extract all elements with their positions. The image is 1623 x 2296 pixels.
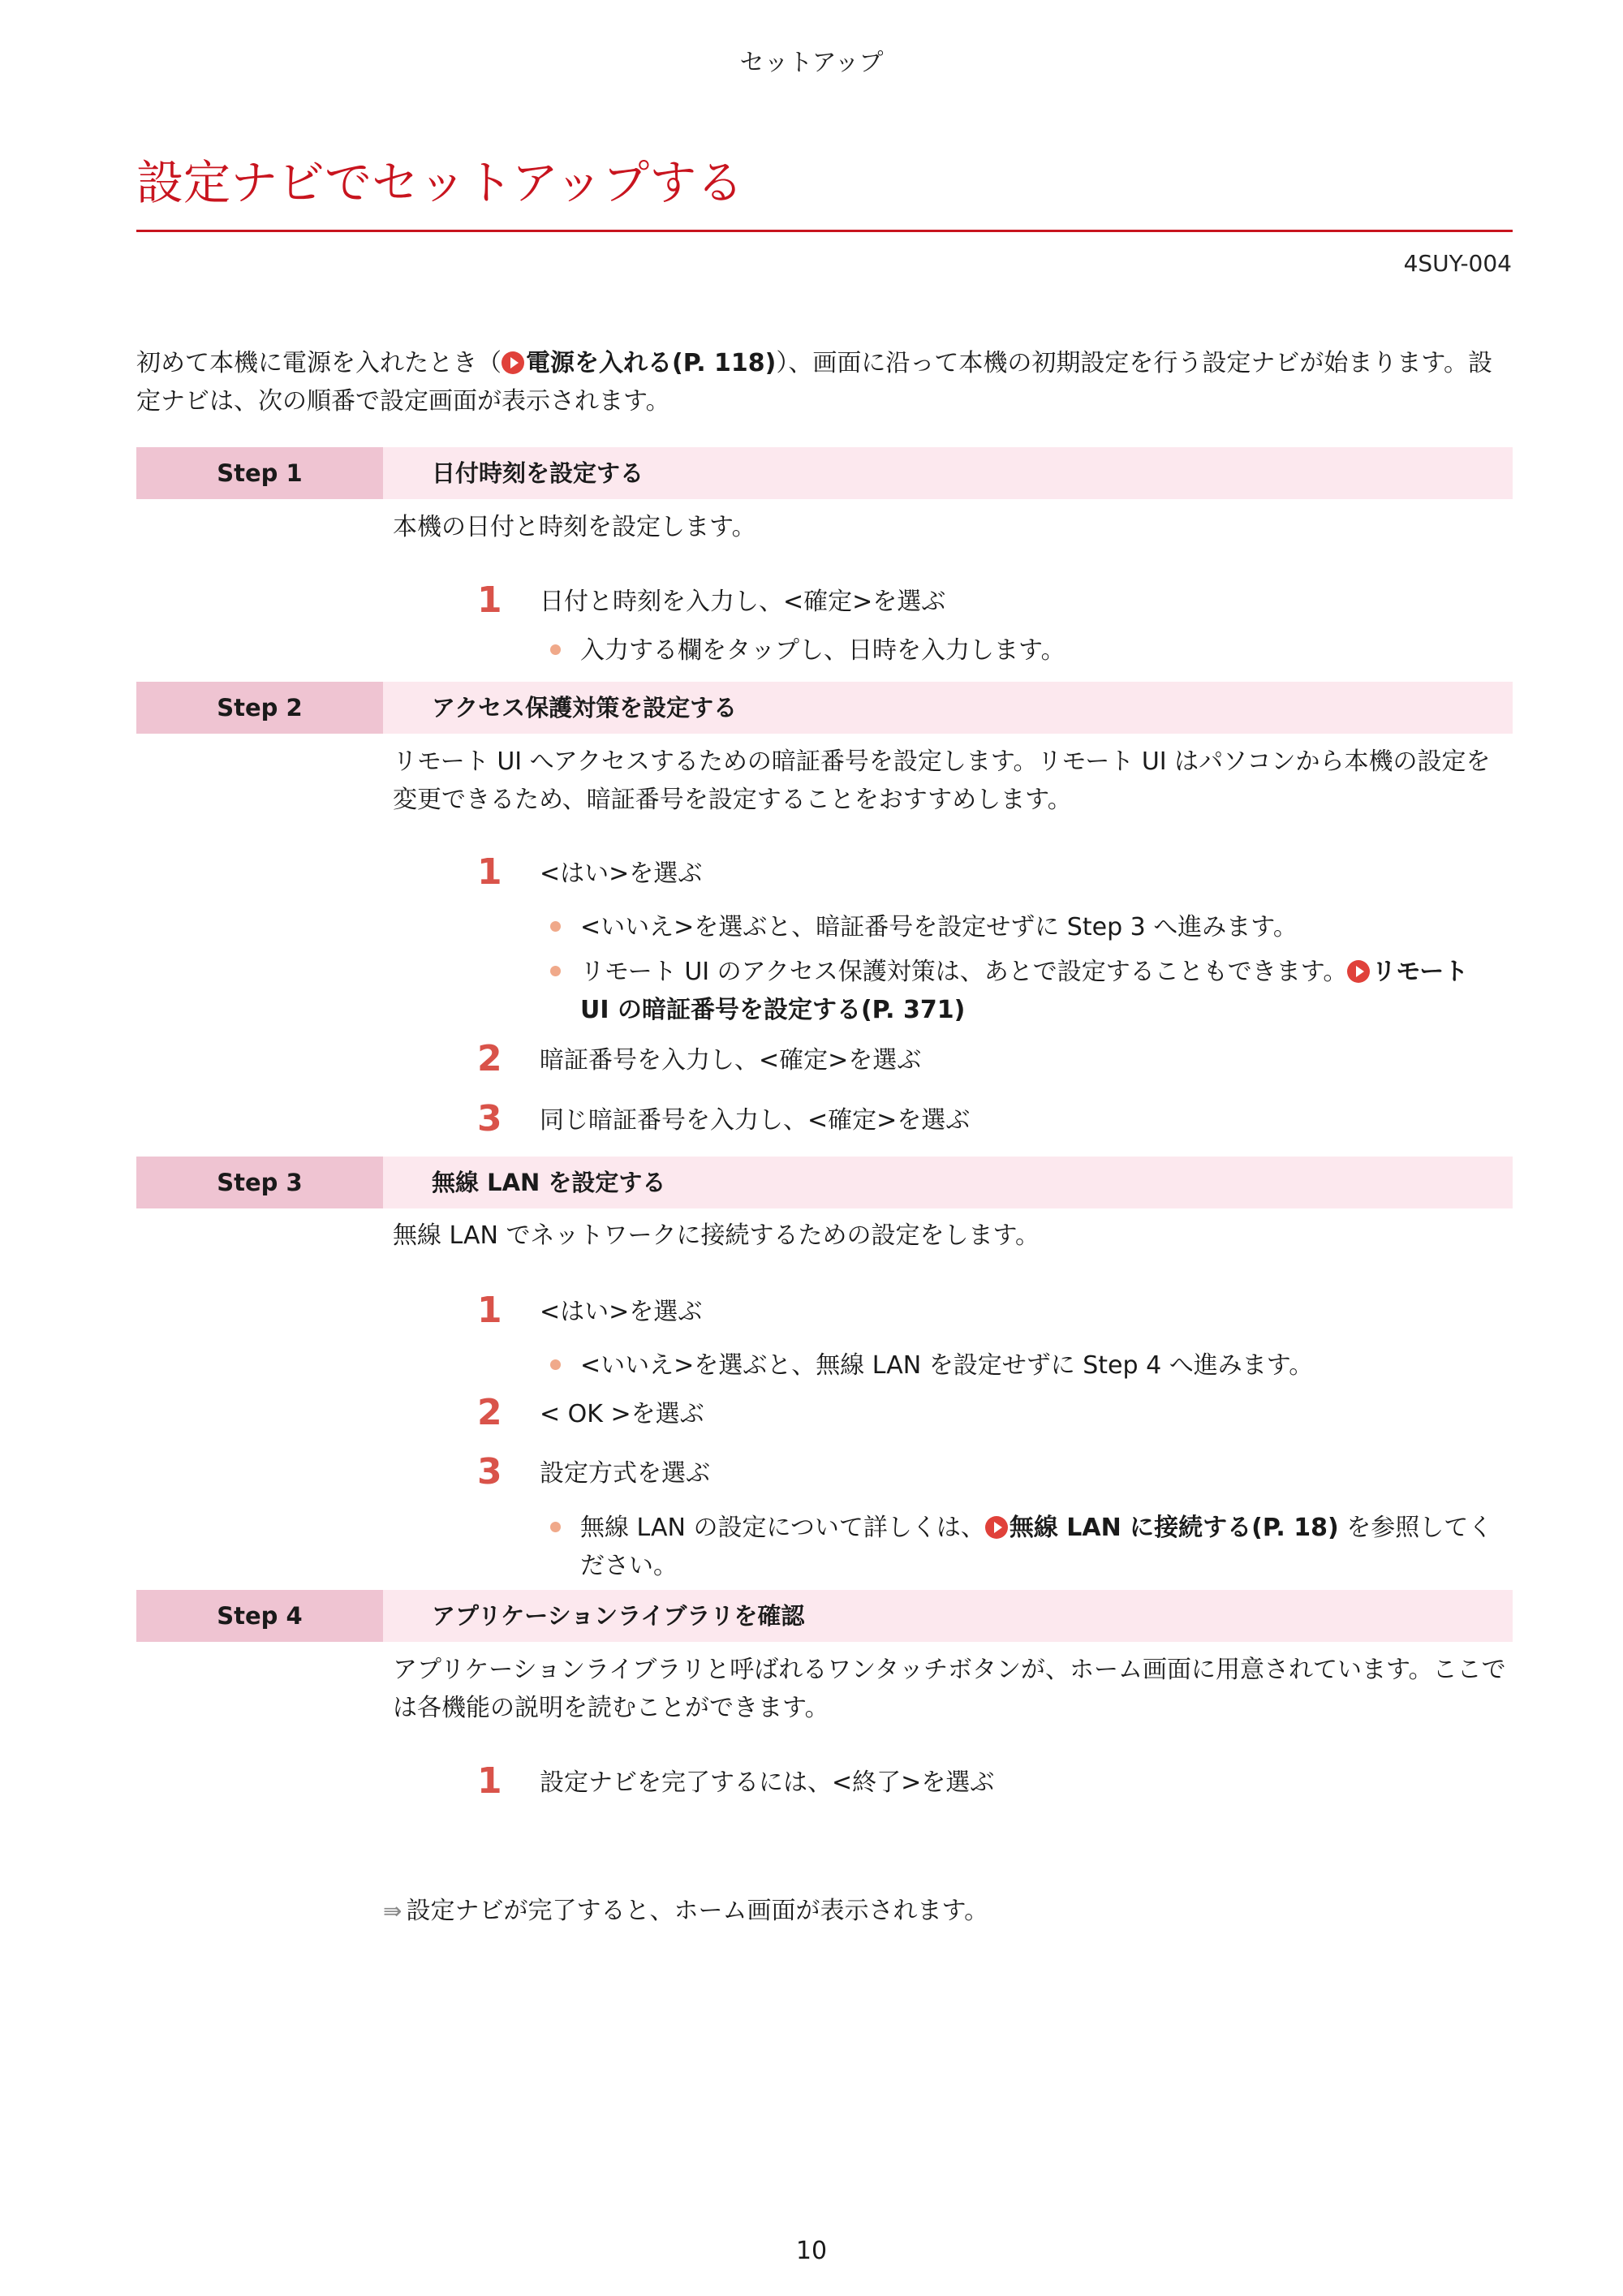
step-description: 無線 LAN でネットワークに接続するための設定をします。 — [393, 1221, 1040, 1250]
step-description: リモート UI へアクセスするための暗証番号を設定します。リモート UI はパソコンから本機の設定を変更できるため、暗証番号を設定することをおすすめします。 — [393, 747, 1491, 814]
bullet-dot-icon — [550, 966, 561, 976]
step-label: Step 1 — [136, 447, 383, 499]
bullet-note-text: 無線 LAN の設定について詳しくは、 — [580, 1514, 985, 1542]
instruction-number: 3 — [477, 1098, 502, 1139]
bullet-note-text: リモート UI のアクセス保護対策は、あとで設定することもできます。 — [580, 958, 1348, 986]
instruction-number: 1 — [477, 1760, 502, 1802]
instruction-number: 1 — [477, 1290, 502, 1331]
power-on-link-label: 電源を入れる(P. 118) — [526, 349, 777, 377]
wireless-lan-link-label: 無線 LAN に接続する(P. 18) — [1009, 1514, 1339, 1542]
page-number: 10 — [795, 2237, 828, 2265]
wireless-lan-link[interactable] — [985, 1514, 1339, 1542]
step-label: Step 3 — [136, 1157, 383, 1208]
intro-text-after: ）、画面に沿って本機の初期設定を行う設定ナビが始まります。設定ナビは、次の順番で設定画面が表示されます。 — [136, 349, 1492, 416]
step-label: Step 4 — [136, 1590, 383, 1642]
page-title: 設定ナビでセットアップする — [136, 155, 744, 210]
remote-ui-pin-link-label: リモート UI の暗証番号を設定する(P. 371) — [580, 958, 1469, 1024]
instruction-number: 1 — [477, 579, 502, 621]
step-title: アプリケーションライブラリを確認 — [383, 1590, 1513, 1642]
bullet-note: <いいえ>を選ぶと、暗証番号を設定せずに Step 3 へ進みます。 — [580, 913, 1298, 941]
link-arrow-icon — [985, 1516, 1008, 1539]
instruction-text: 暗証番号を入力し、<確定>を選ぶ — [540, 1046, 922, 1075]
instruction-text: <はい>を選ぶ — [540, 1298, 703, 1326]
instruction-text: < OK >を選ぶ — [540, 1400, 704, 1428]
result-text: 設定ナビが完了すると、ホーム画面が表示されます。 — [406, 1897, 989, 1925]
bullet-dot-icon — [550, 1359, 561, 1370]
instruction-text: 日付と時刻を入力し、<確定>を選ぶ — [540, 588, 946, 616]
instruction-number: 1 — [477, 851, 502, 893]
power-on-link[interactable] — [502, 349, 776, 377]
bullet-note — [580, 953, 1505, 1029]
instruction-number: 2 — [477, 1392, 502, 1433]
step-description: アプリケーションライブラリと呼ばれるワンタッチボタンが、ホーム画面に用意されています。ここでは各機能の説明を読むことができます。 — [393, 1656, 1506, 1722]
bullet-note: <いいえ>を選ぶと、無線 LAN を設定せずに Step 4 へ進みます。 — [580, 1351, 1314, 1380]
instruction-text: <はい>を選ぶ — [540, 859, 703, 888]
document-id: 4SUY-004 — [1403, 250, 1512, 277]
step-title: 日付時刻を設定する — [383, 447, 1513, 499]
instruction-text: 設定ナビを完了するには、<終了>を選ぶ — [540, 1768, 995, 1797]
step-label: Step 2 — [136, 682, 383, 734]
bullet-dot-icon — [550, 644, 561, 655]
intro-text-before: 初めて本機に電源を入れたとき（ — [136, 349, 502, 377]
bullet-note-text-after: を参照してください。 — [580, 1514, 1493, 1580]
bullet-dot-icon — [550, 1522, 561, 1532]
instruction-number: 2 — [477, 1038, 502, 1079]
bullet-note: 入力する欄をタップし、日時を入力します。 — [580, 636, 1065, 665]
step-description: 本機の日付と時刻を設定します。 — [393, 513, 756, 541]
link-arrow-icon — [1347, 960, 1370, 983]
instruction-number: 3 — [477, 1451, 502, 1493]
result-arrow-icon: ⇛ — [383, 1898, 400, 1924]
title-divider — [136, 230, 1513, 232]
intro-paragraph — [136, 344, 1516, 420]
result-note — [383, 1899, 988, 1923]
bullet-dot-icon — [550, 921, 561, 932]
step-title: 無線 LAN を設定する — [383, 1157, 1513, 1208]
instruction-text: 同じ暗証番号を入力し、<確定>を選ぶ — [540, 1106, 971, 1135]
bullet-note — [580, 1509, 1505, 1585]
step-title: アクセス保護対策を設定する — [383, 682, 1513, 734]
link-arrow-icon — [502, 351, 524, 374]
running-header: セットアップ — [739, 49, 884, 77]
instruction-text: 設定方式を選ぶ — [540, 1459, 710, 1488]
